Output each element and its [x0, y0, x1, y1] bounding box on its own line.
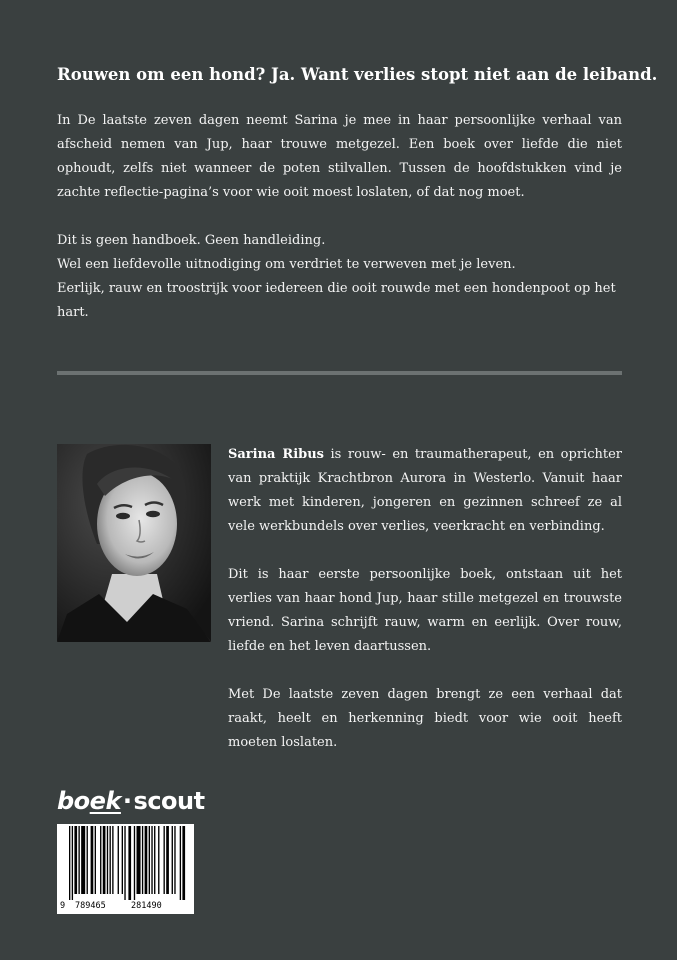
barcode-bar [158, 826, 159, 894]
barcode-bar [142, 826, 143, 894]
barcode-bar [149, 826, 150, 894]
barcode-bar [87, 826, 88, 894]
isbn-first-digit: 9 [60, 901, 66, 911]
back-cover-blurb [57, 109, 622, 349]
publisher-logo [57, 784, 205, 818]
barcode-bar [182, 826, 185, 900]
bio-paragraph: Dit is haar eerste persoonlijke boek, ontstaan uit het verlies van haar hond Jup, haar stille metgezel en trouwste vriend. Sarina schrijft rauw, warm en eerlijk. Over rouw, liefde en het leven daartussen. [228, 567, 622, 654]
blurb-line: Wel een liefdevolle uitnodiging om verdriet te verweven met je leven. [57, 257, 516, 272]
isbn-number [57, 900, 194, 912]
section-divider [57, 371, 622, 375]
barcode-bar [72, 826, 73, 900]
barcode-bar [110, 826, 111, 894]
barcode-bar [154, 826, 155, 894]
bio-paragraph [228, 443, 622, 539]
isbn-left-group: 789465 [75, 901, 106, 911]
barcode-bar [166, 826, 169, 894]
barcode-bar [107, 826, 108, 894]
bio-paragraph: Met De laatste zeven dagen brengt ze een verhaal dat raakt, heelt en herkenning biedt voor wie ooit heeft moeten loslaten. [228, 687, 622, 750]
logo-part: scout [133, 787, 205, 815]
isbn-right-group: 281490 [131, 901, 162, 911]
blurb-statements [57, 229, 622, 325]
barcode-bar [151, 826, 152, 894]
isbn-barcode [57, 824, 194, 914]
barcode-bar [124, 826, 125, 900]
barcode-bar [122, 826, 123, 894]
author-bio [228, 443, 622, 779]
barcode-bar [174, 826, 175, 894]
barcode-bar [112, 826, 113, 894]
barcode-bar [103, 826, 106, 894]
barcode-bar [91, 826, 94, 894]
blurb-line: Eerlijk, rauw en troostrijk voor iedereen die ooit rouwde met een hondenpoot op het hart. [57, 281, 616, 320]
barcode-bars [61, 826, 190, 900]
barcode-bar [172, 826, 173, 894]
barcode-bar [74, 826, 77, 894]
barcode-bar [145, 826, 148, 894]
logo-separator: · [122, 787, 132, 815]
author-photo [57, 444, 211, 642]
author-portrait-image [57, 444, 211, 642]
barcode-bar [164, 826, 165, 894]
barcode-bar [69, 826, 70, 900]
bio-text: is rouw- en traumatherapeut, en oprichter van praktijk Krachtbron Aurora in Westerlo. Vanuit haar werk met kinderen, jongeren en gezinnen schreef ze al vele werkbundels over verlies, veerkracht en verbinding. [228, 447, 622, 534]
barcode-bar [118, 826, 119, 894]
barcode-bar [78, 826, 79, 894]
barcode-bar [100, 826, 101, 894]
barcode-bar [81, 826, 85, 894]
barcode-bar [134, 826, 135, 900]
logo-part: ek [89, 787, 121, 815]
barcode-bar [95, 826, 96, 894]
blurb-line: Dit is geen handboek. Geen handleiding. [57, 233, 326, 248]
barcode-bar [180, 826, 181, 900]
logo-part: bo [57, 787, 90, 815]
blurb-paragraph: In De laatste zeven dagen neemt Sarina je mee in haar persoonlijke verhaal van afscheid nemen van Jup, haar trouwe metgezel. Een boek over liefde die niet ophoudt, zelfs niet wanneer de poten stilvallen. Tussen de hoofdstukken vind je zachte reflectie-pagina’s voor wie ooit moest loslaten, of dat nog moet. [57, 113, 622, 200]
barcode-bar [137, 826, 141, 894]
barcode-bar [128, 826, 131, 900]
author-name: Sarina Ribus [228, 447, 324, 462]
tagline: Rouwen om een hond? Ja. Want verlies stopt niet aan de leiband. [57, 65, 658, 84]
